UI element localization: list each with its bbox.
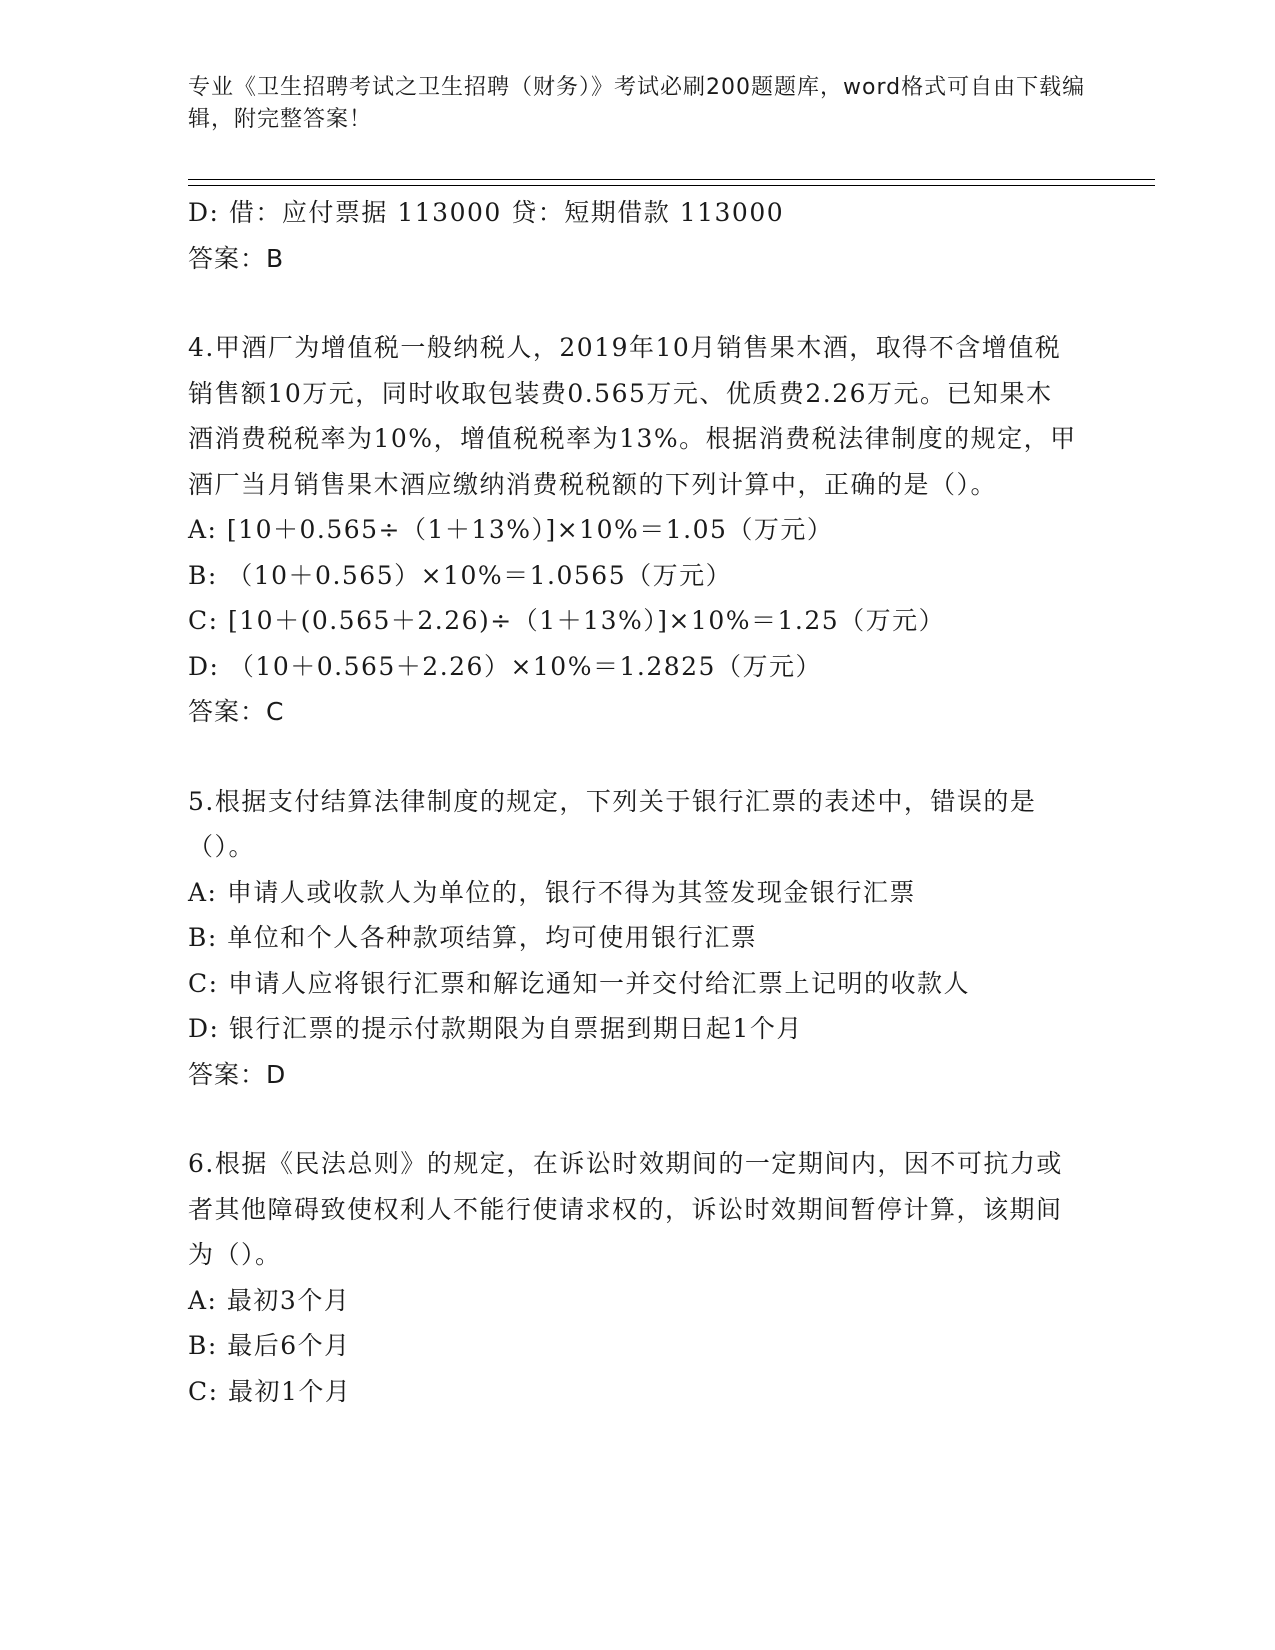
option-a: A: 最初3个月: [188, 1285, 351, 1315]
option-c: C: 最初1个月: [188, 1376, 352, 1406]
option-d: D: 银行汇票的提示付款期限为自票据到期日起1个月: [188, 1014, 803, 1043]
question-5: [188, 779, 1088, 1098]
spacer: [188, 735, 1088, 779]
question-stem: 6.根据《民法总则》的规定，在诉讼时效期间的一定期间内，因不可抗力或者其他障碍致使权利人不能行使请求权的，诉讼时效期间暂停计算，该期间为（）。: [188, 1149, 1063, 1269]
question-stem: 5.根据支付结算法律制度的规定，下列关于银行汇票的表述中，错误的是（）。: [188, 786, 1037, 861]
question-4: [188, 325, 1088, 735]
answer: 答案：D: [188, 1059, 287, 1089]
answer: 答案：C: [188, 697, 285, 726]
header-rule-top: [188, 179, 1155, 180]
header-rule-bottom: [188, 185, 1155, 186]
option-d: D: 借：应付票据 113000 贷：短期借款 113000: [188, 198, 785, 227]
option-b: B: 最后6个月: [188, 1331, 351, 1360]
question-6: [188, 1141, 1088, 1414]
option-d: D: （10＋0.565＋2.26）×10%＝1.2825（万元）: [188, 651, 822, 681]
option-a: A: 申请人或收款人为单位的，银行不得为其签发现金银行汇票: [188, 877, 916, 907]
option-c: C: 申请人应将银行汇票和解讫通知一并交付给汇票上记明的收款人: [188, 968, 971, 998]
spacer: [188, 281, 1088, 325]
question-list: [188, 190, 1088, 1414]
page-header: 专业《卫生招聘考试之卫生招聘（财务）》考试必刷200题题库，word格式可自由下载编辑，附完整答案！: [188, 75, 1086, 132]
option-b: B: 单位和个人各种款项结算，均可使用银行汇票: [188, 923, 758, 952]
option-b: B: （10＋0.565）×10%＝1.0565（万元）: [188, 560, 733, 590]
spacer: [188, 1097, 1088, 1141]
option-c: C: [10＋(0.565＋2.26)÷（1＋13%）]×10%＝1.25（万元）: [188, 606, 946, 635]
option-a: A: [10＋0.565÷（1＋13%）]×10%＝1.05（万元）: [188, 515, 834, 544]
question-3-tail: [188, 190, 1088, 281]
answer: 答案：B: [188, 243, 285, 273]
question-stem: 4.甲酒厂为增值税一般纳税人，2019年10月销售果木酒，取得不含增值税销售额10万元，同时收取包装费0.565万元、优质费2.26万元。已知果木酒消费税税率为10%，增值税税率为13%。根据消费税法律制度的规定，甲酒厂当月销售果木酒应缴纳消费税税额的下列计算中，正确的是（）。: [188, 333, 1077, 499]
